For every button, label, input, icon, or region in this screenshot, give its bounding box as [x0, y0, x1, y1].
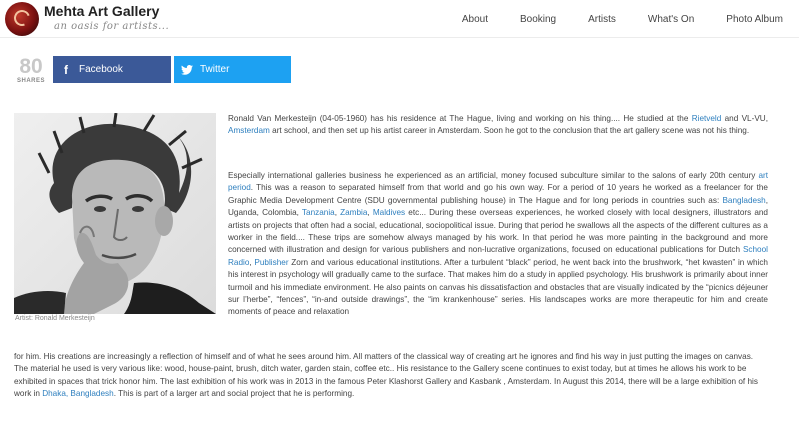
nav-photo-album[interactable]: Photo Album [726, 13, 783, 25]
link-school-radio[interactable]: School Radio [228, 245, 768, 267]
bio-paragraph-3 [14, 351, 769, 401]
text: . This is part of a larger art and social project that he is performing. [113, 389, 355, 399]
text: etc... During these overseas experiences, he worked closely with local designers, illustrators and artists on projects that often had a social, educational, sociopolitical issue. During that period he swallows all the aspects of the different cultures as a worker in the field.... These trips are somehow always managed by his work. In that period he was more painting in the background and more concerned with illustration and design for various publishers and non-lucrative organizations, focused on educational publications for Dutch [228, 208, 768, 255]
brand-title[interactable]: Mehta Art Gallery [44, 3, 160, 19]
nav-whats-on[interactable]: What's On [647, 13, 695, 25]
nav-booking[interactable]: Booking [519, 13, 557, 25]
link-amsterdam[interactable]: Amsterdam [228, 126, 270, 136]
link-zambia[interactable]: Zambia [340, 208, 368, 218]
share-count: 80 [19, 55, 43, 78]
twitter-share-button[interactable] [174, 56, 291, 83]
brand-tagline: an oasis for artists... [54, 21, 170, 32]
share-count-label: SHARES [16, 78, 45, 84]
text: , Uganda, Colombia, [228, 195, 768, 218]
link-publisher[interactable]: Publisher [254, 257, 289, 267]
text: , [249, 257, 255, 267]
photo-caption: Artist: Ronald Merkesteijn [15, 315, 95, 322]
artist-photo [14, 113, 216, 314]
text: and VL-VU, [721, 114, 768, 123]
facebook-share-button[interactable] [53, 56, 171, 83]
twitter-icon [174, 65, 200, 75]
logo-swirl [11, 7, 32, 28]
link-tanzania[interactable]: Tanzania [301, 208, 335, 218]
text: Zorn and various educational institutions. After a turbulent “black” period, he went back into the brushwork, “het kwasten” in which his interest in psychology will gradually came to the surface. That makes him do a study in applied psychology. His brushwork is primarily about inner turmoil and his immediate environment. He also paints on canvas his dissatisfaction and obstacles that are visually indicated by the “picnics déjeuner sur l’herbe”, “fences”, “in-and outside drawings”, the “im krankenhouse” series. His landscapes works are more therapeutic for him and create moments of peace and relaxation [228, 257, 768, 317]
text: art school, and then set up his artist career in Amsterdam. Soon he got to the conclusion that the art gallery scene was not his thing. [269, 126, 750, 136]
share-counter [14, 56, 48, 84]
gallery-logo-icon[interactable] [5, 2, 39, 36]
text: , [334, 208, 341, 218]
nav-artists[interactable]: Artists [588, 13, 616, 25]
text: Especially international galleries business he experienced as an artificial, money focused subculture similar to the salons of early 20th century [228, 171, 759, 180]
link-bangladesh[interactable]: Bangladesh [722, 195, 766, 205]
link-rietveld[interactable]: Rietveld [691, 114, 722, 123]
twitter-share-label: Twitter [200, 64, 230, 75]
text: Ronald Van Merkesteijn (04-05-1960) has his residence at The Hague, living and working on his thing.... He studied at the [228, 114, 692, 123]
link-maldives[interactable]: Maldives [372, 208, 406, 218]
link-dhaka-bangladesh[interactable]: Dhaka, Bangladesh [42, 389, 114, 399]
link-art-period[interactable]: art period [228, 171, 768, 193]
bio-paragraph-2 [228, 170, 768, 319]
facebook-icon: f [64, 62, 68, 77]
text: . This was a reason to separated himself from that world and go his own way. For a period of 10 years he worked as a freelancer for the Graphic Media Development Centre (SDU governmental publishing house) in The Hague and for long periods in countries such as: [228, 183, 768, 205]
bio-paragraph-1 [228, 113, 768, 138]
main-nav [446, 0, 799, 38]
text: , [367, 208, 373, 218]
nav-about[interactable]: About [461, 13, 488, 25]
facebook-share-label: Facebook [79, 64, 123, 75]
text: for him. His creations are increasingly a reflection of himself and of what he sees around him. All matters of the classical way of creating art he ignores and find his way in just putting the images on canvas. The material he used is very various like: wood, house-paint, brush, ditch water, garden stain, coffee etc.. His resistance to the Gallery scene continues to exist today, but at times he allows his work to be exhibited in spaces that trick honor him. The last exhibition of his work was in 2013 in the famous Peter Klashorst Gallery and Kasbank , Amsterdam. In August this 2014, there will be a large exhibition of his work in [14, 352, 758, 399]
site-header [0, 0, 799, 38]
